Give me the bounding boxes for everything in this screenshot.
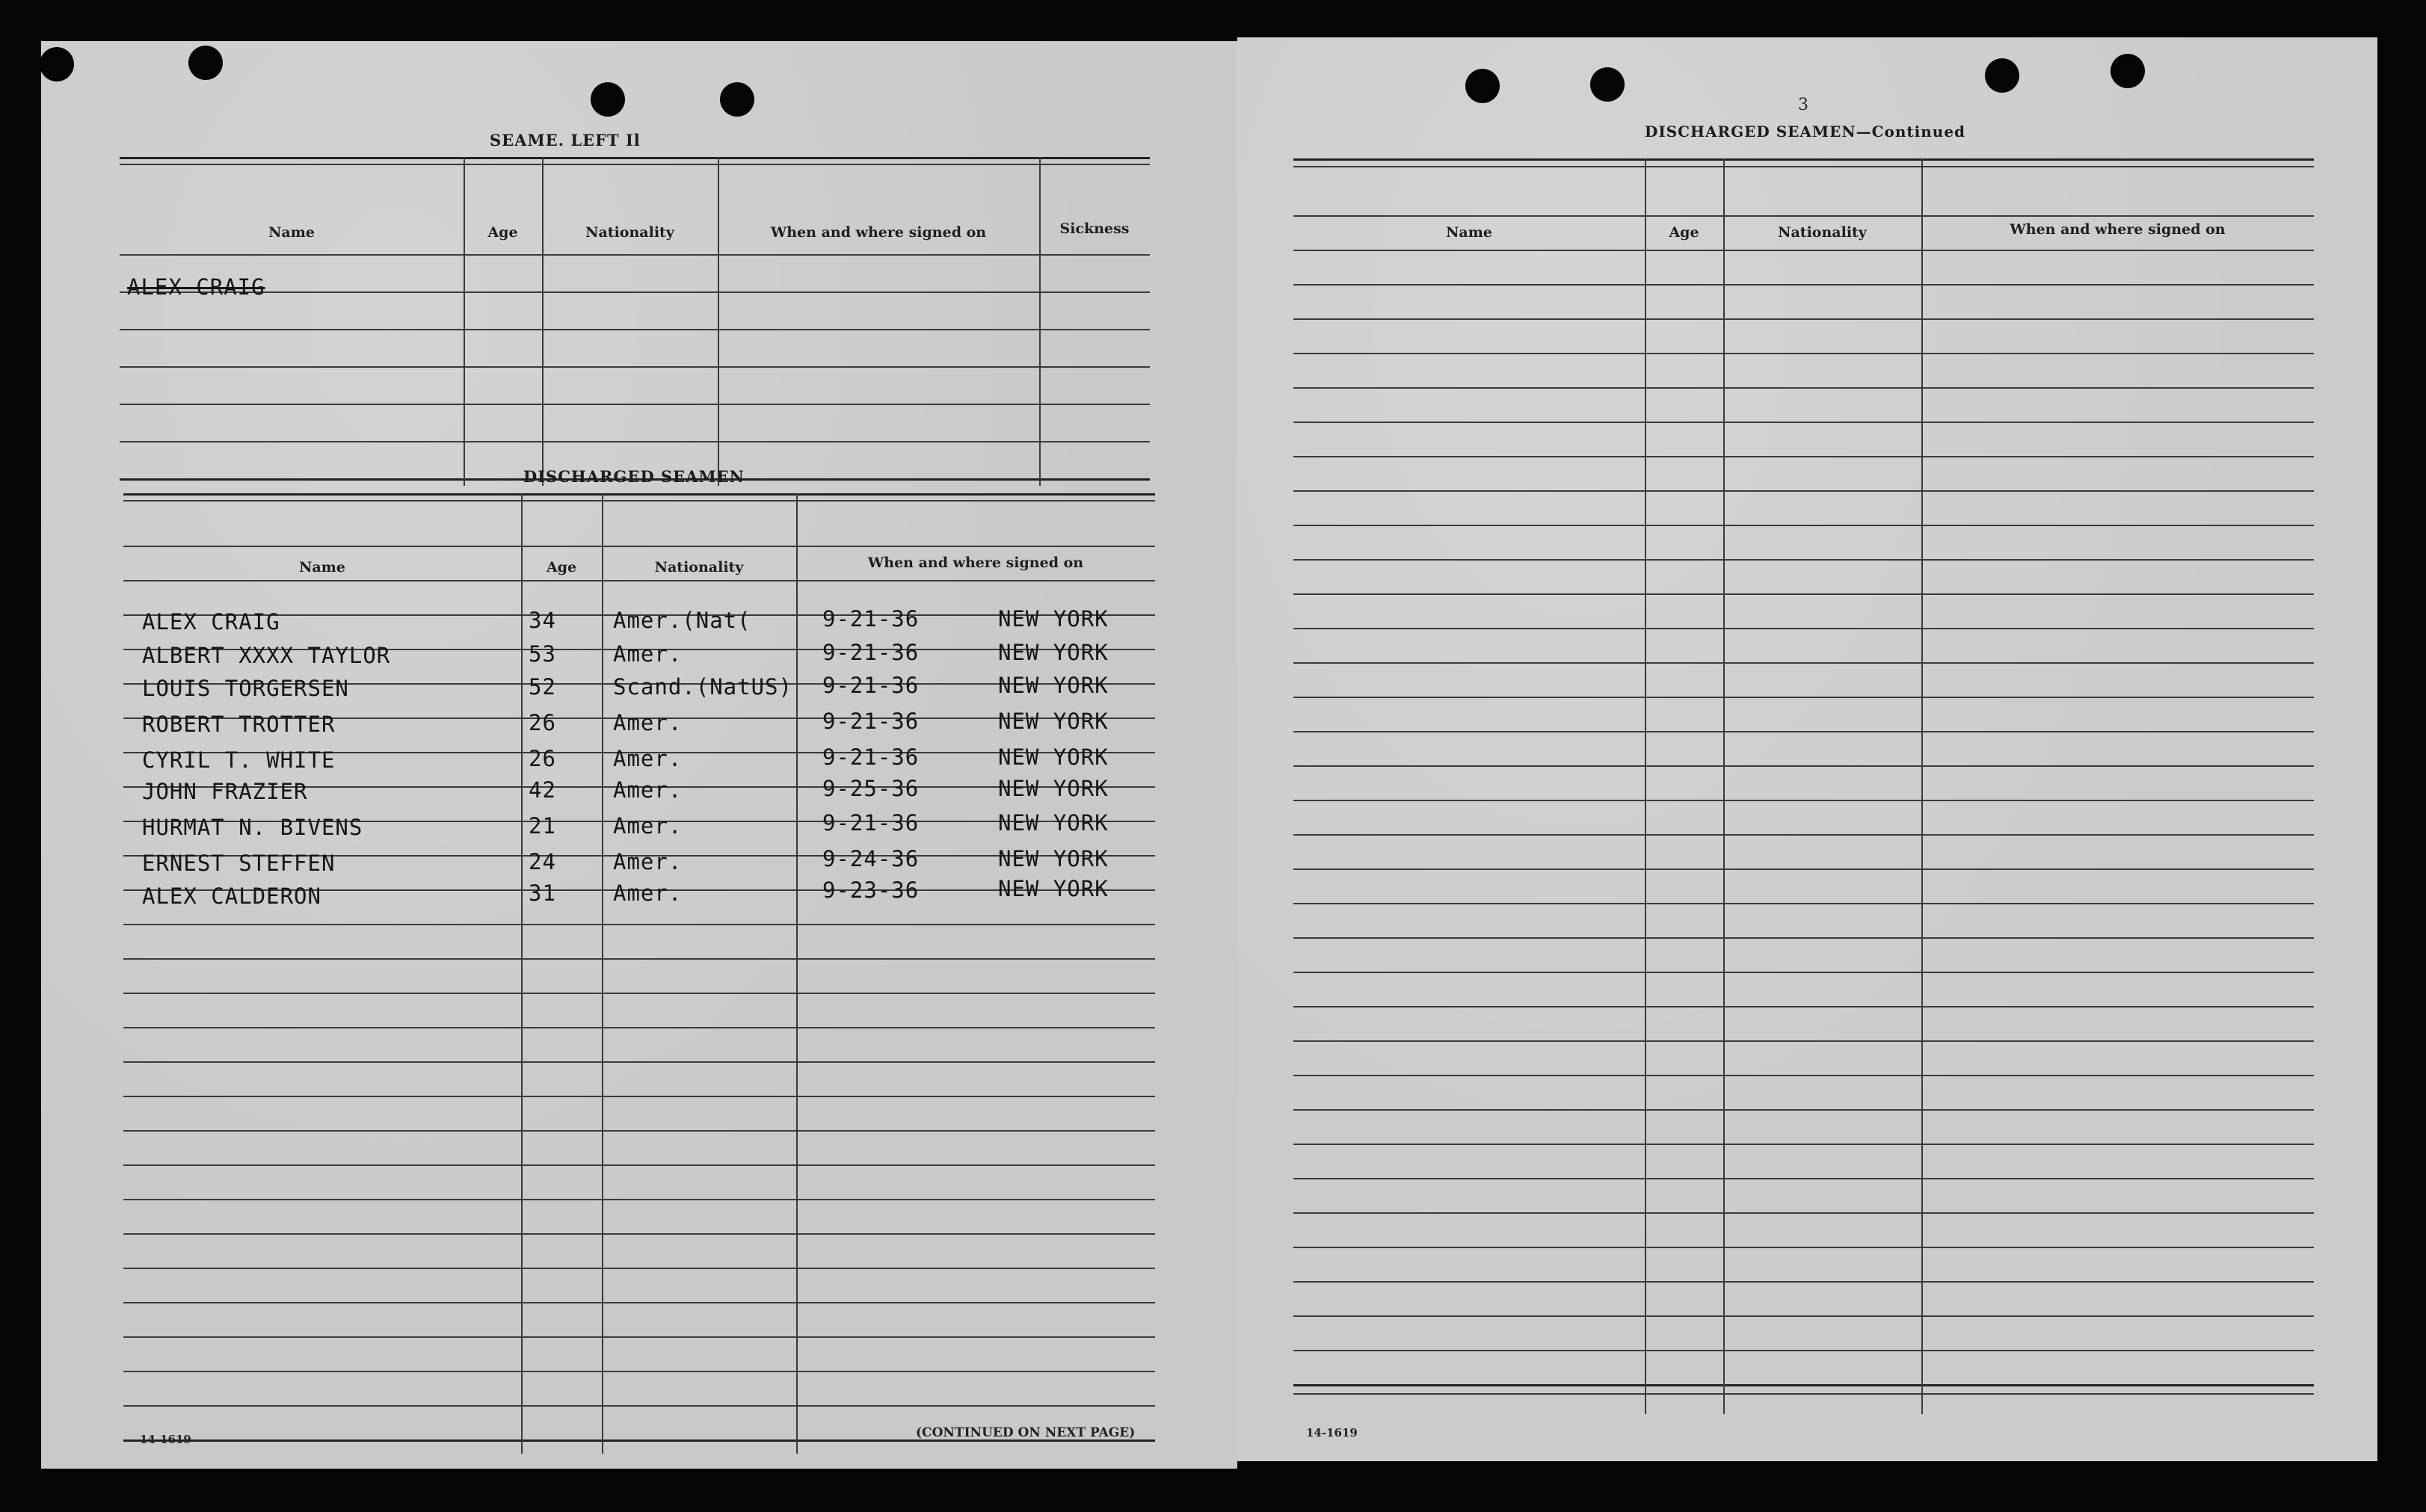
row-date: 9-24-36 — [822, 846, 920, 871]
row-place: NEW YORK — [998, 709, 1109, 734]
row-age: 52 — [529, 674, 556, 700]
row-age: 26 — [529, 710, 556, 735]
discharged-continued-table — [1293, 158, 2314, 1414]
row-date: 9-21-36 — [822, 673, 920, 698]
row-place: NEW YORK — [998, 876, 1109, 901]
col-header-age: Age — [546, 559, 577, 576]
page-number: 3 — [1798, 96, 1808, 114]
row-name: ERNEST STEFFEN — [142, 851, 336, 876]
row-age: 26 — [529, 746, 556, 771]
row-date: 9-21-36 — [822, 606, 920, 632]
row-age: 34 — [529, 608, 556, 633]
row-nationality: Amer.(Nat( — [613, 608, 751, 633]
row-nationality: Amer. — [613, 777, 683, 803]
row-place: NEW YORK — [998, 776, 1109, 801]
row-date: 9-21-36 — [822, 709, 920, 734]
col-header-signed-on: When and where signed on — [867, 555, 1084, 571]
col-header-sickness: Sickness — [1059, 220, 1130, 237]
col-header-name: Name — [299, 559, 345, 576]
discharged-continued-title: DISCHARGED SEAMEN—Continued — [1645, 123, 1966, 141]
row-place: NEW YORK — [998, 744, 1109, 770]
col-header-nationality: Nationality — [654, 559, 744, 576]
col-header-nationality: Nationality — [585, 224, 674, 241]
form-number: 14-1619 — [1306, 1426, 1358, 1440]
row-name: JOHN FRAZIER — [142, 779, 308, 804]
left-page — [41, 41, 1237, 1469]
punch-hole-icon — [2111, 54, 2145, 88]
row-age: 53 — [529, 641, 556, 667]
discharged-seamen-table — [123, 493, 1155, 1454]
col-header-signed-on: When and where signed on — [770, 224, 987, 241]
row-place: NEW YORK — [998, 810, 1109, 836]
col-header-nationality: Nationality — [1778, 224, 1867, 241]
row-age: 42 — [529, 777, 556, 803]
row-age: 24 — [529, 849, 556, 874]
row-date: 9-21-36 — [822, 810, 920, 836]
punch-hole-icon — [720, 82, 754, 117]
seamen-left-title: SEAME. LEFT Il — [490, 131, 641, 149]
row-name: ROBERT TROTTER — [142, 712, 336, 737]
row-age: 31 — [529, 880, 556, 906]
col-header-name: Name — [1446, 224, 1492, 241]
row-nationality: Amer. — [613, 813, 683, 839]
row-place: NEW YORK — [998, 640, 1109, 665]
row-name: LOUIS TORGERSEN — [142, 676, 349, 701]
row-nationality: Amer. — [613, 849, 683, 874]
punch-hole-icon — [591, 82, 625, 117]
row-date: 9-21-36 — [822, 744, 920, 770]
row-nationality: Amer. — [613, 880, 683, 906]
row-name: HURMAT N. BIVENS — [142, 815, 363, 840]
punch-hole-icon — [188, 46, 223, 80]
row-name: CYRIL T. WHITE — [142, 747, 336, 773]
punch-hole-icon — [1465, 69, 1500, 103]
row-nationality: Amer. — [613, 710, 683, 735]
form-number: 14-1619 — [140, 1433, 191, 1446]
row-place: NEW YORK — [998, 606, 1109, 632]
right-page — [1237, 37, 2377, 1461]
col-header-age: Age — [487, 224, 518, 241]
punch-hole-icon — [1590, 67, 1625, 102]
struck-name-entry: ALEX CRAIG — [127, 274, 265, 300]
row-name: ALBERT XXXX TAYLOR — [142, 643, 391, 668]
punch-hole-icon — [1985, 58, 2019, 93]
row-nationality: Amer. — [613, 746, 683, 771]
col-header-age: Age — [1669, 224, 1699, 241]
seamen-left-table — [120, 157, 1150, 486]
col-header-signed-on: When and where signed on — [2010, 221, 2226, 238]
punch-hole-icon — [40, 47, 74, 81]
row-name: ALEX CALDERON — [142, 883, 321, 909]
col-header-name: Name — [268, 224, 315, 241]
discharged-seamen-title: DISCHARGED SEAMEN — [523, 467, 745, 486]
row-date: 9-21-36 — [822, 640, 920, 665]
row-date: 9-23-36 — [822, 877, 920, 903]
row-date: 9-25-36 — [822, 776, 920, 801]
row-name: ALEX CRAIG — [142, 609, 280, 635]
row-place: NEW YORK — [998, 673, 1109, 698]
row-age: 21 — [529, 813, 556, 839]
row-nationality: Amer. — [613, 641, 683, 667]
row-place: NEW YORK — [998, 846, 1109, 871]
continued-note: (CONTINUED ON NEXT PAGE) — [916, 1425, 1136, 1440]
row-nationality: Scand.(NatUS) — [613, 674, 792, 700]
